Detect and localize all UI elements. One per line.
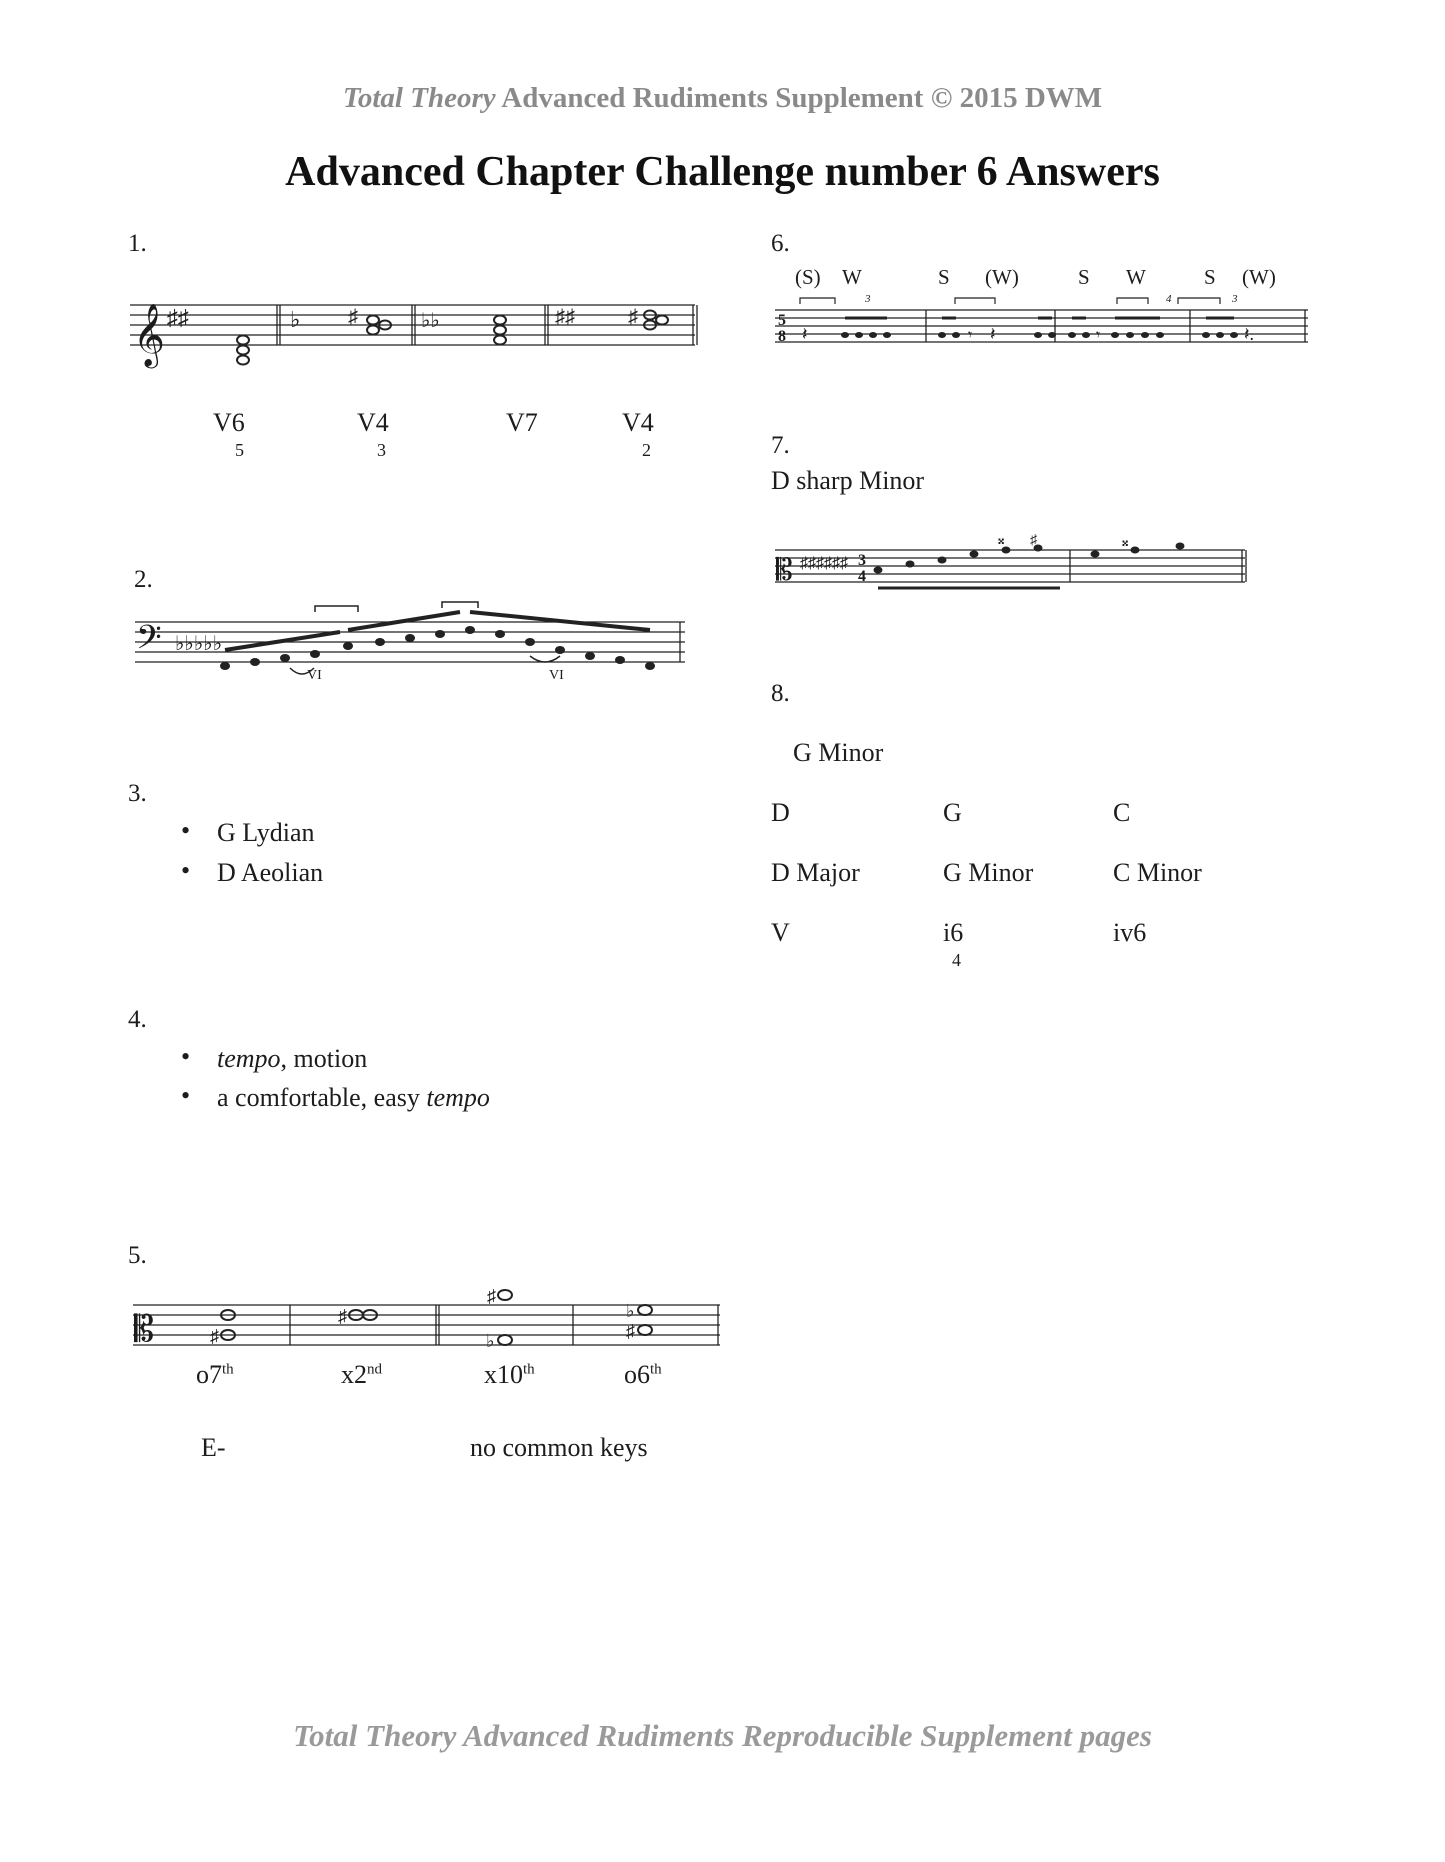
q8-root-2: G — [943, 798, 962, 827]
svg-text:♭: ♭ — [290, 307, 301, 332]
svg-text:𝄽.: 𝄽. — [1244, 324, 1255, 344]
q1-label-3: V7 — [506, 408, 538, 437]
q1-label-4: V4 — [622, 408, 654, 437]
svg-text:♭: ♭ — [626, 1301, 635, 1321]
svg-text:𝄽: 𝄽 — [990, 324, 996, 344]
q3-item-1: • G Lydian — [181, 818, 315, 848]
svg-text:♯: ♯ — [628, 306, 638, 328]
header-text: Advanced Rudiments Supplement © 2015 DWM — [501, 82, 1103, 114]
q6-number: 6. — [771, 230, 790, 257]
q2-number: 2. — [134, 566, 153, 593]
svg-text:♯: ♯ — [626, 1321, 635, 1341]
svg-text:4: 4 — [1166, 293, 1172, 305]
svg-text:𝄪: 𝄪 — [998, 533, 1005, 548]
svg-text:3: 3 — [1232, 293, 1238, 305]
q6-accent-7: S — [1204, 265, 1216, 289]
q8-root-1: D — [771, 798, 790, 827]
alto-clef-icon: 𝄡 — [134, 1309, 155, 1349]
q6-accent-5: S — [1078, 265, 1090, 289]
bass-clef-icon: 𝄢 — [136, 619, 162, 664]
header-brand: Total Theory — [342, 82, 496, 114]
q3-number: 3. — [128, 780, 147, 807]
svg-text:♯: ♯ — [1030, 533, 1037, 548]
q2-mark-2: VI — [549, 668, 564, 683]
q6-rhythm-staff — [770, 290, 1310, 360]
q6-accent-2: W — [842, 265, 862, 289]
q8-numeral-2: i6 — [943, 918, 964, 947]
q6-accent-3: S — [938, 265, 950, 289]
page-header — [0, 82, 1445, 115]
q3-item-2: • D Aeolian — [181, 858, 323, 888]
q5-interval-3: x10th — [484, 1360, 535, 1389]
page-title: Advanced Chapter Challenge number 6 Answers — [285, 149, 1160, 195]
q8-numeral-1: V — [771, 918, 790, 947]
q8-quality-3: C Minor — [1113, 858, 1202, 887]
svg-text:𝄽: 𝄽 — [802, 324, 808, 344]
q8-figure: 4 — [952, 950, 961, 970]
q5-answer-left: E- — [201, 1433, 226, 1462]
q7-key: D sharp Minor — [771, 466, 925, 495]
svg-text:♯: ♯ — [338, 1306, 347, 1326]
q8-root-3: C — [1113, 798, 1131, 827]
svg-text:3: 3 — [865, 293, 871, 305]
q8-quality-2: G Minor — [943, 858, 1034, 887]
q7-staff — [770, 530, 1250, 600]
q2-mark-1: VI — [307, 668, 322, 683]
svg-text:𝄾: 𝄾 — [1096, 327, 1101, 344]
q6-accent-6: W — [1126, 265, 1146, 289]
q2-staff — [130, 600, 690, 690]
q4-item-2: • a comfortable, easy tempo — [181, 1083, 490, 1113]
q6-accent-8: (W) — [1242, 265, 1276, 289]
q4-number: 4. — [128, 1006, 147, 1033]
q5-interval-1: o7th — [196, 1360, 234, 1389]
sharp-icon: ♯♯ — [167, 305, 189, 330]
tenor-clef-icon: 𝄡 — [776, 554, 793, 587]
svg-text:8: 8 — [778, 328, 786, 345]
q8-numeral-3: iv6 — [1113, 918, 1147, 947]
svg-text:♯: ♯ — [348, 306, 358, 328]
svg-text:♯♯: ♯♯ — [555, 306, 575, 328]
q1-label-2-sub: 3 — [377, 440, 386, 460]
q1-staff — [125, 285, 705, 375]
q1-number: 1. — [128, 230, 147, 257]
svg-text:5: 5 — [778, 312, 786, 329]
svg-text:𝄾: 𝄾 — [968, 327, 973, 344]
q8-key: G Minor — [793, 738, 884, 767]
q8-quality-1: D Major — [771, 858, 860, 887]
svg-text:♭♭♭♭♭: ♭♭♭♭♭ — [175, 633, 223, 655]
q5-interval-4: o6th — [624, 1360, 662, 1389]
q5-staff — [128, 1285, 728, 1355]
q1-label-1: V6 — [213, 408, 245, 437]
treble-clef-icon: 𝄞 — [133, 305, 165, 365]
q7-number: 7. — [771, 432, 790, 459]
svg-text:♯♯♯♯♯♯: ♯♯♯♯♯♯ — [800, 555, 848, 572]
svg-text:♭: ♭ — [486, 1331, 495, 1351]
svg-text:♯: ♯ — [487, 1286, 496, 1306]
svg-text:𝄪: 𝄪 — [1122, 535, 1129, 550]
page-footer: Total Theory Advanced Rudiments Reproducible Supplement pages — [293, 1718, 1152, 1753]
svg-text:3: 3 — [858, 552, 866, 569]
svg-text:♭♭: ♭♭ — [421, 310, 440, 332]
q1-label-4-sub: 2 — [642, 440, 651, 460]
svg-text:♯: ♯ — [210, 1326, 219, 1346]
q4-item-1: • tempo, motion — [181, 1044, 367, 1074]
q1-label-1-sub: 5 — [235, 440, 244, 460]
q1-label-2: V4 — [357, 408, 389, 437]
q6-accent-1: (S) — [795, 265, 821, 289]
q5-number: 5. — [128, 1242, 147, 1269]
q5-interval-2: x2nd — [341, 1360, 382, 1389]
svg-text:4: 4 — [858, 568, 866, 585]
q6-accent-4: (W) — [985, 265, 1019, 289]
q8-number: 8. — [771, 680, 790, 707]
q5-answer-right: no common keys — [470, 1433, 648, 1462]
